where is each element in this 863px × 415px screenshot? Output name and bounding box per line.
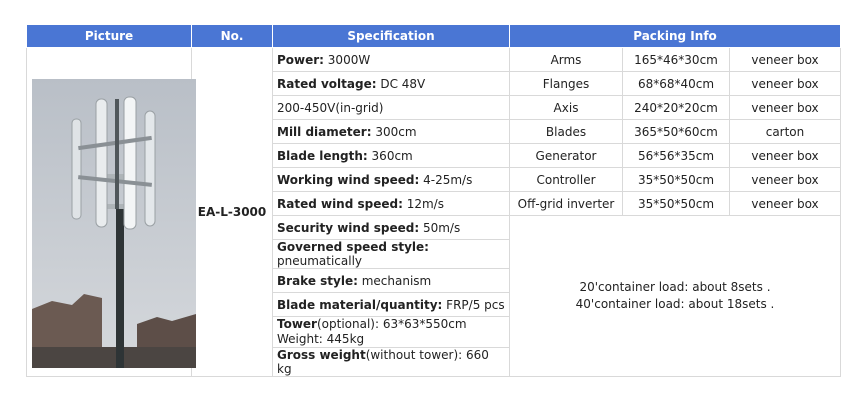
packing-item-name: Axis	[510, 96, 623, 120]
header-picture: Picture	[27, 25, 192, 48]
spec-power: Power: 3000W	[273, 48, 510, 72]
packing-item-name: Arms	[510, 48, 623, 72]
spec-rated-voltage: Rated voltage: DC 48V	[273, 72, 510, 96]
packing-item-name: Off-grid inverter	[510, 192, 623, 216]
header-packing-info: Packing Info	[510, 25, 841, 48]
packing-item-box: veneer box	[730, 96, 841, 120]
packing-item-size: 35*50*50cm	[623, 168, 730, 192]
packing-item-name: Flanges	[510, 72, 623, 96]
packing-item-size: 365*50*60cm	[623, 120, 730, 144]
packing-item-box: veneer box	[730, 144, 841, 168]
spec-tower-weight: Weight: 445kg	[277, 332, 365, 346]
spec-brake-style: Brake style: mechanism	[273, 269, 510, 293]
spec-governed-speed-style: Governed speed style: pneumatically	[273, 240, 510, 269]
spec-blade-length: Blade length: 360cm	[273, 144, 510, 168]
spec-gross-weight: Gross weight(without tower): 660 kg	[273, 348, 510, 377]
packing-item-size: 165*46*30cm	[623, 48, 730, 72]
header-number: No.	[192, 25, 273, 48]
packing-item-size: 240*20*20cm	[623, 96, 730, 120]
header-specification: Specification	[273, 25, 510, 48]
packing-item-box: veneer box	[730, 192, 841, 216]
picture-cell	[27, 48, 192, 377]
packing-item-size: 56*56*35cm	[623, 144, 730, 168]
container-load-20ft: 20'container load: about 8sets .	[579, 280, 771, 294]
packing-item-name: Controller	[510, 168, 623, 192]
spec-in-grid-voltage: 200-450V(in-grid)	[273, 96, 510, 120]
packing-item-box: veneer box	[730, 72, 841, 96]
packing-item-name: Blades	[510, 120, 623, 144]
table-row	[27, 48, 841, 72]
wind-turbine-photo	[32, 79, 196, 368]
packing-item-box: veneer box	[730, 168, 841, 192]
spec-blade-material: Blade material/quantity: FRP/5 pcs	[273, 293, 510, 317]
spec-security-wind-speed: Security wind speed: 50m/s	[273, 216, 510, 240]
product-spec-table	[26, 24, 841, 377]
spec-tower: Tower(optional): 63*63*550cm Weight: 445kg	[273, 317, 510, 348]
model-number: EA-L-3000	[192, 48, 273, 377]
header-row	[27, 25, 841, 48]
packing-item-name: Generator	[510, 144, 623, 168]
packing-item-size: 35*50*50cm	[623, 192, 730, 216]
spec-rated-wind-speed: Rated wind speed: 12m/s	[273, 192, 510, 216]
spec-working-wind-speed: Working wind speed: 4-25m/s	[273, 168, 510, 192]
container-load-info	[510, 216, 841, 377]
packing-item-size: 68*68*40cm	[623, 72, 730, 96]
packing-item-box: carton	[730, 120, 841, 144]
packing-item-box: veneer box	[730, 48, 841, 72]
container-load-40ft: 40'container load: about 18sets .	[575, 297, 775, 311]
spec-mill-diameter: Mill diameter: 300cm	[273, 120, 510, 144]
